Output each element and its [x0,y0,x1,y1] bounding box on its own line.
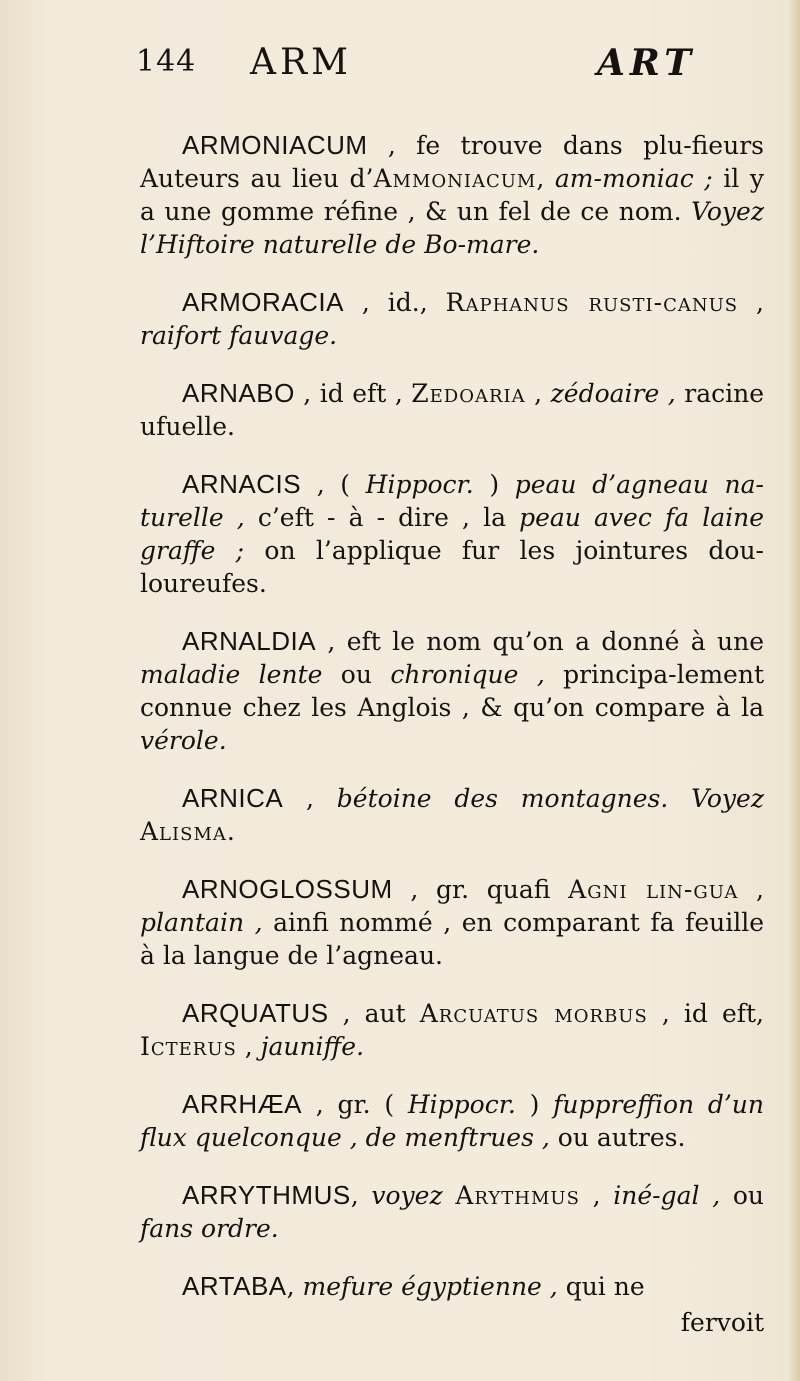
body-text: , fe trouve dans plu-fieurs Auteurs au lieu d’ [140,131,764,193]
body-text: c’eft - à - dire , la [244,503,520,532]
entry-headword: ARRYTHMUS [182,1180,351,1210]
page-edge-shadow [788,0,800,1381]
entry-headword: ARMORACIA [182,287,344,317]
dictionary-entries [140,104,764,1339]
body-text: ou autres. [549,1123,686,1152]
small-caps-text: Alisma. [140,817,236,846]
dictionary-entry [140,997,764,1063]
body-text: , [350,1181,372,1210]
small-caps-text: Agni lin-gua [568,875,739,904]
dictionary-entry [140,625,764,757]
body-text: , [536,164,555,193]
small-caps-text: Arythmus [455,1181,580,1210]
body-text: on l’applique fur les jointures dou-loureufes. [140,536,764,598]
entry-headword: ARTABA [182,1271,287,1301]
italic-text: peau avec fa laine graffe ; [140,503,765,565]
entry-headword: ARMONIACUM [182,130,368,160]
italic-text: peau d’agneau na-turelle , [140,470,764,532]
left-running-head: ARM [250,42,352,83]
body-text: principa-lement connue chez les Anglois , & qu’on compare à la [140,660,765,722]
entry-headword: ARNICA [182,783,284,813]
italic-text: Hippocr. [365,470,474,499]
italic-text: bétoine des montagnes. Voyez [336,784,764,813]
italic-text: Hippocr. [407,1090,516,1119]
italic-text: am-moniac ; [554,164,713,193]
small-caps-text: Arcuatus morbus [419,999,648,1028]
italic-text: voyez [371,1181,443,1210]
entry-headword: ARNACIS [182,469,302,499]
right-running-head: ART [596,42,696,84]
dictionary-entry [140,873,764,972]
body-text: , id., [343,288,446,317]
body-text: , [236,1032,261,1061]
body-text: ainfi nommé , en comparant fa feuille à la langue de l’agneau. [140,908,764,970]
italic-text: fans ordre. [140,1214,279,1243]
italic-text: chronique , [390,660,545,689]
body-text: ) [473,470,515,499]
body-text: , [286,1272,303,1301]
small-caps-text: Raphanus rusti-canus [445,288,739,317]
dictionary-entry [140,1088,764,1154]
body-text: , [738,875,764,904]
body-text: , eft le nom qu’on a donné à une [316,627,764,656]
italic-text: jauniffe. [260,1032,365,1061]
small-caps-text: Ammoniacum [373,164,537,193]
italic-text: plantain , [140,908,263,937]
dictionary-entry [140,468,764,600]
body-text: ou [720,1181,764,1210]
body-text: il y a une gomme réfine , & un fel de ce nom. [140,164,764,226]
small-caps-text: Icterus [140,1032,237,1061]
dictionary-entry [140,129,764,261]
italic-text: maladie lente [140,660,323,689]
body-text: , [525,379,551,408]
italic-text: iné-gal , [613,1181,721,1210]
italic-text: zédoaire , [550,379,676,408]
body-text: , gr. quafi [392,875,569,904]
body-text: qui ne [557,1272,645,1301]
dictionary-entry [140,286,764,352]
body-text: ou [322,660,391,689]
italic-text: Voyez l’Hiftoire naturelle de Bo-mare. [140,197,764,259]
body-text: ) [515,1090,554,1119]
entry-headword: ARRHÆA [182,1089,303,1119]
italic-text: mefure égyptienne , [302,1272,558,1301]
body-text: , gr. ( [302,1090,408,1119]
body-text: racine ufuelle. [140,379,764,441]
page-number: 144 [136,44,197,79]
dictionary-entry [140,782,764,848]
body-text [443,1181,456,1210]
dictionary-entry [140,377,764,443]
italic-text: raifort fauvage. [140,321,338,350]
entry-headword: ARQUATUS [182,998,329,1028]
entry-headword: ARNABO [182,378,295,408]
catchword: fervoit [680,1308,764,1337]
dictionary-entry [140,1179,764,1245]
body-text: , id eft , [294,379,412,408]
italic-text: vérole. [140,726,227,755]
body-text: , [283,784,337,813]
small-caps-text: Zedoaria [411,379,526,408]
entry-headword: ARNOGLOSSUM [182,874,393,904]
body-text: , [738,288,764,317]
body-text: , ( [301,470,366,499]
running-header [136,42,696,92]
dictionary-entry [140,1270,764,1303]
body-text: , aut [328,999,420,1028]
body-text: , id eft, [647,999,765,1028]
italic-text: fuppreffion d’un flux quelconque , de menftrues , [140,1090,764,1152]
body-text: , [579,1181,614,1210]
entry-headword: ARNALDIA [182,626,317,656]
